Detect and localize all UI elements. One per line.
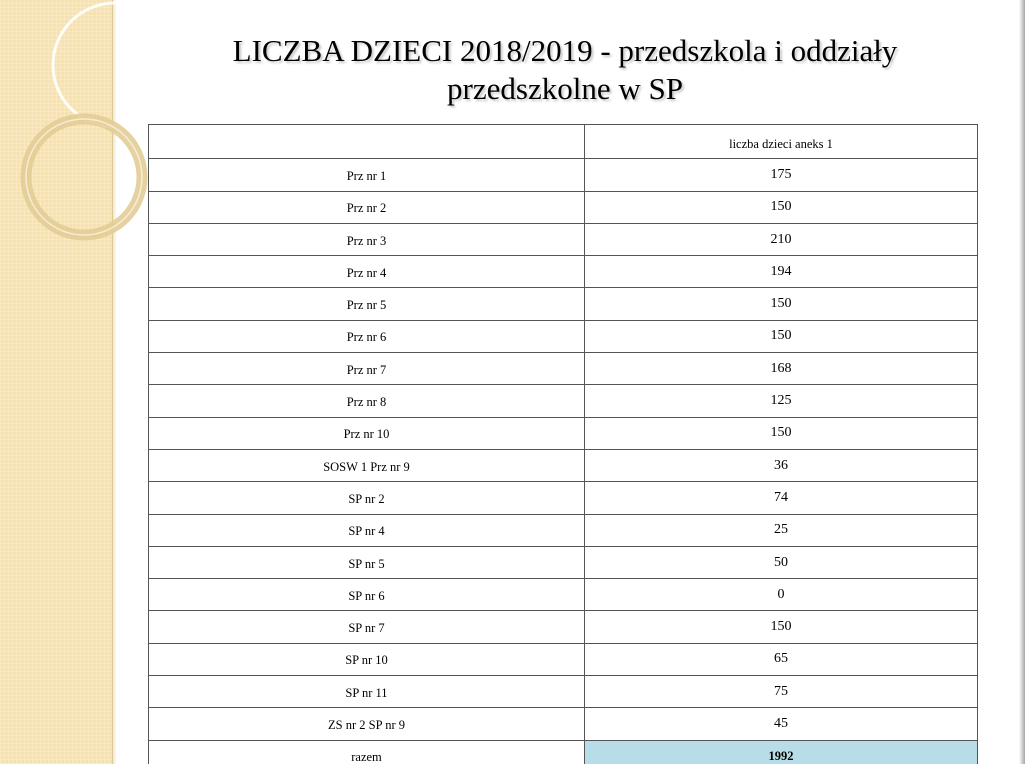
row-value-cell: 25 bbox=[585, 514, 978, 546]
row-value-cell: 125 bbox=[585, 385, 978, 417]
row-name-cell: SP nr 4 bbox=[149, 514, 585, 546]
table-row bbox=[149, 191, 978, 223]
table-row bbox=[149, 643, 978, 675]
row-value-cell: 45 bbox=[585, 708, 978, 740]
row-name-cell: Prz nr 3 bbox=[149, 223, 585, 255]
table-row bbox=[149, 320, 978, 352]
row-name-cell: Prz nr 6 bbox=[149, 320, 585, 352]
row-value-cell: 168 bbox=[585, 353, 978, 385]
row-value-cell: 175 bbox=[585, 159, 978, 191]
table-row bbox=[149, 288, 978, 320]
row-name-cell: Prz nr 4 bbox=[149, 256, 585, 288]
header-name-cell bbox=[149, 125, 585, 159]
total-label-cell: razem bbox=[149, 740, 585, 764]
row-name-cell: SP nr 6 bbox=[149, 579, 585, 611]
row-value-cell: 150 bbox=[585, 320, 978, 352]
row-value-cell: 75 bbox=[585, 676, 978, 708]
slide-title-line1: LICZBA DZIECI 2018/2019 - przedszkola i oddziały bbox=[232, 33, 898, 68]
children-count-table bbox=[148, 124, 978, 764]
row-value-cell: 74 bbox=[585, 482, 978, 514]
row-name-cell: SOSW 1 Prz nr 9 bbox=[149, 449, 585, 481]
row-name-cell: SP nr 2 bbox=[149, 482, 585, 514]
table-row bbox=[149, 449, 978, 481]
ring-lower-highlight bbox=[26, 119, 142, 235]
slide-title bbox=[150, 32, 980, 108]
table-row bbox=[149, 708, 978, 740]
table-row bbox=[149, 482, 978, 514]
row-value-cell: 150 bbox=[585, 191, 978, 223]
row-name-cell: Prz nr 10 bbox=[149, 417, 585, 449]
table-row bbox=[149, 159, 978, 191]
table-row bbox=[149, 676, 978, 708]
table-body bbox=[149, 125, 978, 764]
slide-title-line2: przedszkolne w SP bbox=[447, 71, 683, 106]
row-value-cell: 150 bbox=[585, 611, 978, 643]
table-row bbox=[149, 353, 978, 385]
row-name-cell: Prz nr 7 bbox=[149, 353, 585, 385]
row-value-cell: 36 bbox=[585, 449, 978, 481]
slide-right-edge-shadow bbox=[1019, 0, 1025, 764]
row-value-cell: 150 bbox=[585, 288, 978, 320]
row-name-cell: SP nr 7 bbox=[149, 611, 585, 643]
table-row bbox=[149, 579, 978, 611]
table-row bbox=[149, 256, 978, 288]
row-name-cell: SP nr 11 bbox=[149, 676, 585, 708]
table-row bbox=[149, 546, 978, 578]
table-row bbox=[149, 417, 978, 449]
row-value-cell: 194 bbox=[585, 256, 978, 288]
row-value-cell: 50 bbox=[585, 546, 978, 578]
row-name-cell: Prz nr 2 bbox=[149, 191, 585, 223]
row-name-cell: ZS nr 2 SP nr 9 bbox=[149, 708, 585, 740]
row-value-cell: 0 bbox=[585, 579, 978, 611]
row-value-cell: 210 bbox=[585, 223, 978, 255]
total-value-cell: 1992 bbox=[585, 740, 978, 764]
row-value-cell: 65 bbox=[585, 643, 978, 675]
table-row bbox=[149, 611, 978, 643]
table-header-row bbox=[149, 125, 978, 159]
header-value-cell: liczba dzieci aneks 1 bbox=[585, 125, 978, 159]
row-name-cell: Prz nr 5 bbox=[149, 288, 585, 320]
row-name-cell: Prz nr 8 bbox=[149, 385, 585, 417]
row-value-cell: 150 bbox=[585, 417, 978, 449]
table-row bbox=[149, 385, 978, 417]
row-name-cell: Prz nr 1 bbox=[149, 159, 585, 191]
table-row bbox=[149, 514, 978, 546]
table-row bbox=[149, 223, 978, 255]
table-total-row bbox=[149, 740, 978, 764]
row-name-cell: SP nr 5 bbox=[149, 546, 585, 578]
row-name-cell: SP nr 10 bbox=[149, 643, 585, 675]
